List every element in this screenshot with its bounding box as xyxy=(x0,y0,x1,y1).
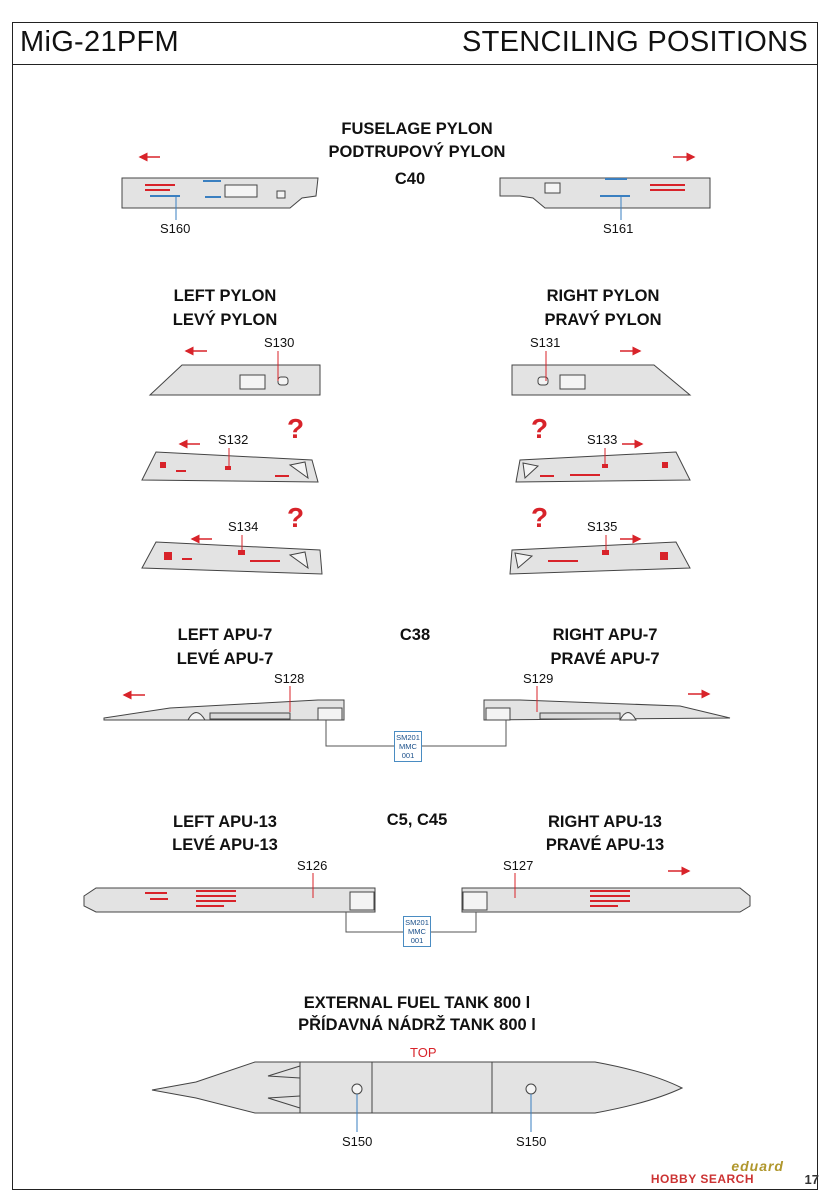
fuselage-pylon-right-part xyxy=(500,178,710,208)
right-pylon-part-1 xyxy=(512,365,690,395)
right-pylon-part-2 xyxy=(516,452,690,482)
callout-s129: S129 xyxy=(523,671,554,686)
fuselage-pylon-title-cz: PODTRUPOVÝ PYLON xyxy=(328,143,506,161)
left-apu13-title-cz: LEVÉ APU-13 xyxy=(172,836,278,854)
right-pylon-part-3 xyxy=(510,542,690,574)
right-apu7-title-cz: PRAVÉ APU-7 xyxy=(550,650,660,668)
page-number: 17 xyxy=(804,1172,819,1187)
watermark: HOBBY SEARCH xyxy=(650,1172,754,1186)
callout-s160: S160 xyxy=(160,221,191,236)
mmc-box-apu13: SM201 MMC 001 xyxy=(403,916,431,947)
callout-s131: S131 xyxy=(530,335,561,350)
mmc-box-apu7: SM201 MMC 001 xyxy=(394,731,422,762)
right-apu7-title: RIGHT APU-7 xyxy=(552,626,658,644)
callout-s128: S128 xyxy=(274,671,305,686)
right-apu13-title-cz: PRAVÉ APU-13 xyxy=(545,836,665,854)
fuselage-pylon-decal: C40 xyxy=(394,170,426,188)
fuel-tank-top-label: TOP xyxy=(410,1045,437,1060)
callout-s150-right: S150 xyxy=(516,1134,547,1149)
fuel-tank-part xyxy=(152,1062,682,1113)
right-pylon-title-cz: PRAVÝ PYLON xyxy=(544,311,662,329)
right-pylon-title: RIGHT PYLON xyxy=(546,287,660,305)
callout-s126: S126 xyxy=(297,858,328,873)
uncertain-mark-left-2: ? xyxy=(287,502,305,533)
left-pylon-part-3 xyxy=(142,542,322,574)
right-apu13-part xyxy=(462,888,750,912)
fuselage-pylon-left-part xyxy=(122,178,318,208)
right-apu7-part xyxy=(484,700,730,720)
fuel-tank-title-cz: PŘÍDAVNÁ NÁDRŽ TANK 800 l xyxy=(298,1016,536,1034)
left-apu13-part xyxy=(84,888,375,912)
uncertain-mark-left-1: ? xyxy=(287,413,305,444)
callout-s133: S133 xyxy=(587,432,618,447)
left-apu7-part xyxy=(104,700,344,720)
apu13-decal: C5, C45 xyxy=(386,811,448,829)
callout-s161: S161 xyxy=(603,221,634,236)
page-title: STENCILING POSITIONS xyxy=(462,26,808,58)
callout-s150-left: S150 xyxy=(342,1134,373,1149)
right-apu13-title: RIGHT APU-13 xyxy=(548,813,662,831)
callout-s130: S130 xyxy=(264,335,295,350)
fuselage-pylon-title: FUSELAGE PYLON xyxy=(341,120,493,138)
brand-logo: eduard xyxy=(731,1158,784,1174)
left-apu7-title-cz: LEVÉ APU-7 xyxy=(176,650,274,668)
uncertain-mark-right-2: ? xyxy=(531,502,549,533)
callout-s132: S132 xyxy=(218,432,249,447)
left-apu13-title: LEFT APU-13 xyxy=(173,813,277,831)
model-name: MiG-21PFM xyxy=(20,26,179,58)
left-pylon-part-1 xyxy=(150,365,320,395)
callout-s135: S135 xyxy=(587,519,618,534)
left-apu7-title: LEFT APU-7 xyxy=(177,626,273,644)
left-pylon-title: LEFT PYLON xyxy=(173,287,277,305)
apu7-decal: C38 xyxy=(399,626,431,644)
uncertain-mark-right-1: ? xyxy=(531,413,549,444)
fuel-tank-title: EXTERNAL FUEL TANK 800 l xyxy=(303,994,531,1012)
callout-s127: S127 xyxy=(503,858,534,873)
left-pylon-part-2 xyxy=(142,452,318,482)
callout-s134: S134 xyxy=(228,519,259,534)
left-pylon-title-cz: LEVÝ PYLON xyxy=(172,311,278,329)
